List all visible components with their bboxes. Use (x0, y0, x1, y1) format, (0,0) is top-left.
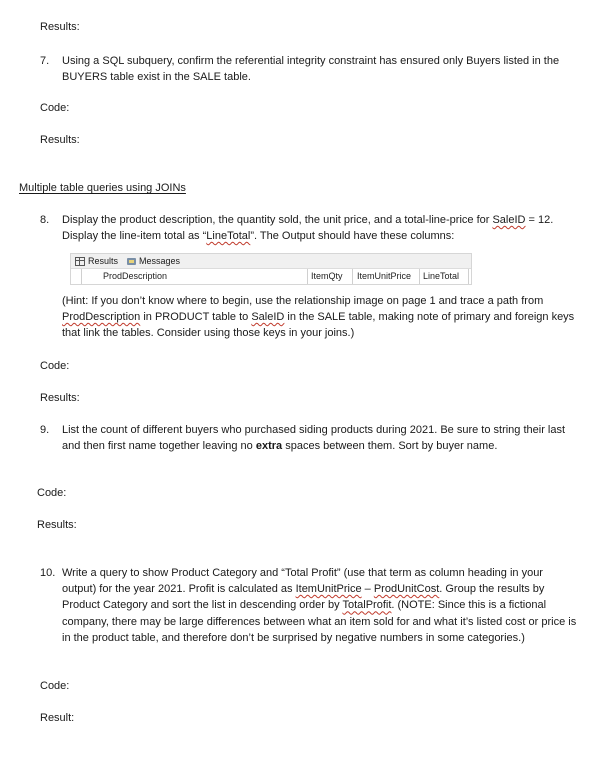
q10-totalprofit: TotalProfit (342, 599, 392, 612)
hint-text-c: in the SALE table, making note of primary and foreign keys that link the tables. Consider using those keys in your joins.) (62, 311, 575, 340)
question-9-number: 9. (40, 424, 50, 436)
code-label-q10: Code: (40, 680, 70, 692)
results-label-q7: Results: (40, 134, 80, 146)
tab-results-label: Results (88, 256, 119, 266)
q9-text-b: spaces between them. Sort by buyer name. (282, 440, 498, 453)
result-column-headers (71, 269, 471, 284)
hint-proddescription: ProdDescription (62, 311, 141, 324)
question-8-hint (62, 293, 582, 342)
q10-text-b: – (361, 583, 374, 596)
question-8-text (62, 212, 582, 244)
column-header[interactable]: ItemQty (311, 271, 343, 281)
q8-text-a: Display the product description, the quantity sold, the unit price, and a total-line-price for (62, 214, 493, 226)
question-10-number: 10. (40, 567, 56, 579)
tab-messages[interactable] (127, 255, 180, 267)
results-label-q8: Results: (40, 392, 80, 404)
q10-itemunitprice: ItemUnitPrice (295, 583, 362, 596)
tab-messages-label: Messages (139, 256, 181, 266)
q10-produnitcost: ProdUnitCost (373, 583, 440, 596)
tab-results[interactable] (75, 255, 118, 267)
question-10-text (62, 565, 580, 646)
grid-icon (75, 257, 85, 266)
q8-saleid: SaleID (492, 214, 526, 226)
code-label-q9: Code: (37, 487, 67, 499)
column-header[interactable]: ProdDescription (103, 271, 168, 281)
hint-text-b: in PRODUCT table to (140, 311, 252, 324)
result-pane (70, 253, 472, 285)
hint-saleid: SaleID (251, 311, 285, 324)
question-9-text (62, 422, 578, 454)
question-7-number: 7. (40, 55, 50, 67)
hint-text-a: (Hint: If you don’t know where to begin, use the relationship image on page 1 and trace a path from (62, 295, 544, 307)
q8-text-c: ”. The Output should have these columns: (250, 230, 455, 243)
results-label-q9: Results: (37, 519, 77, 531)
results-label-top: Results: (40, 21, 80, 33)
section-heading: Multiple table queries using JOINs (19, 182, 186, 194)
q10-text-a: Write a query to show Product Category and “Total Profit” (use that term as column heading in your output) for the year 2021. Profit is calculated as (62, 567, 543, 596)
q8-text-b: = 12. Display the line-item total as “ (62, 214, 554, 243)
question-7-text: Using a SQL subquery, confirm the referential integrity constraint has ensured only Buyers listed in the BUYERS table exist in the SALE table. (62, 55, 560, 84)
column-header[interactable]: ItemUnitPrice (357, 271, 412, 281)
q10-text-c: . Group the results by Product Category and sort the list in descending order by (62, 583, 545, 612)
q8-linetotal: LineTotal (206, 230, 251, 243)
question-8-number: 8. (40, 214, 50, 226)
q10-text-d: . (NOTE: Since this is a fictional company, there may be large differences between what an item sold for and what it’s listed cost or price is in the product table, and therefore don’t be surprised by negative numbers in some categories.) (62, 599, 577, 644)
result-pane-tabs (71, 254, 471, 269)
messages-icon (127, 258, 136, 265)
column-header[interactable]: LineTotal (423, 271, 460, 281)
code-label-q7: Code: (40, 102, 70, 114)
result-label-q10: Result: (40, 712, 75, 724)
q9-bold-extra: extra (255, 440, 283, 453)
code-label-q8: Code: (40, 360, 70, 372)
q9-text-a: List the count of different buyers who purchased siding products during 2021. Be sure to string their last and then first name together leaving no (62, 424, 566, 453)
